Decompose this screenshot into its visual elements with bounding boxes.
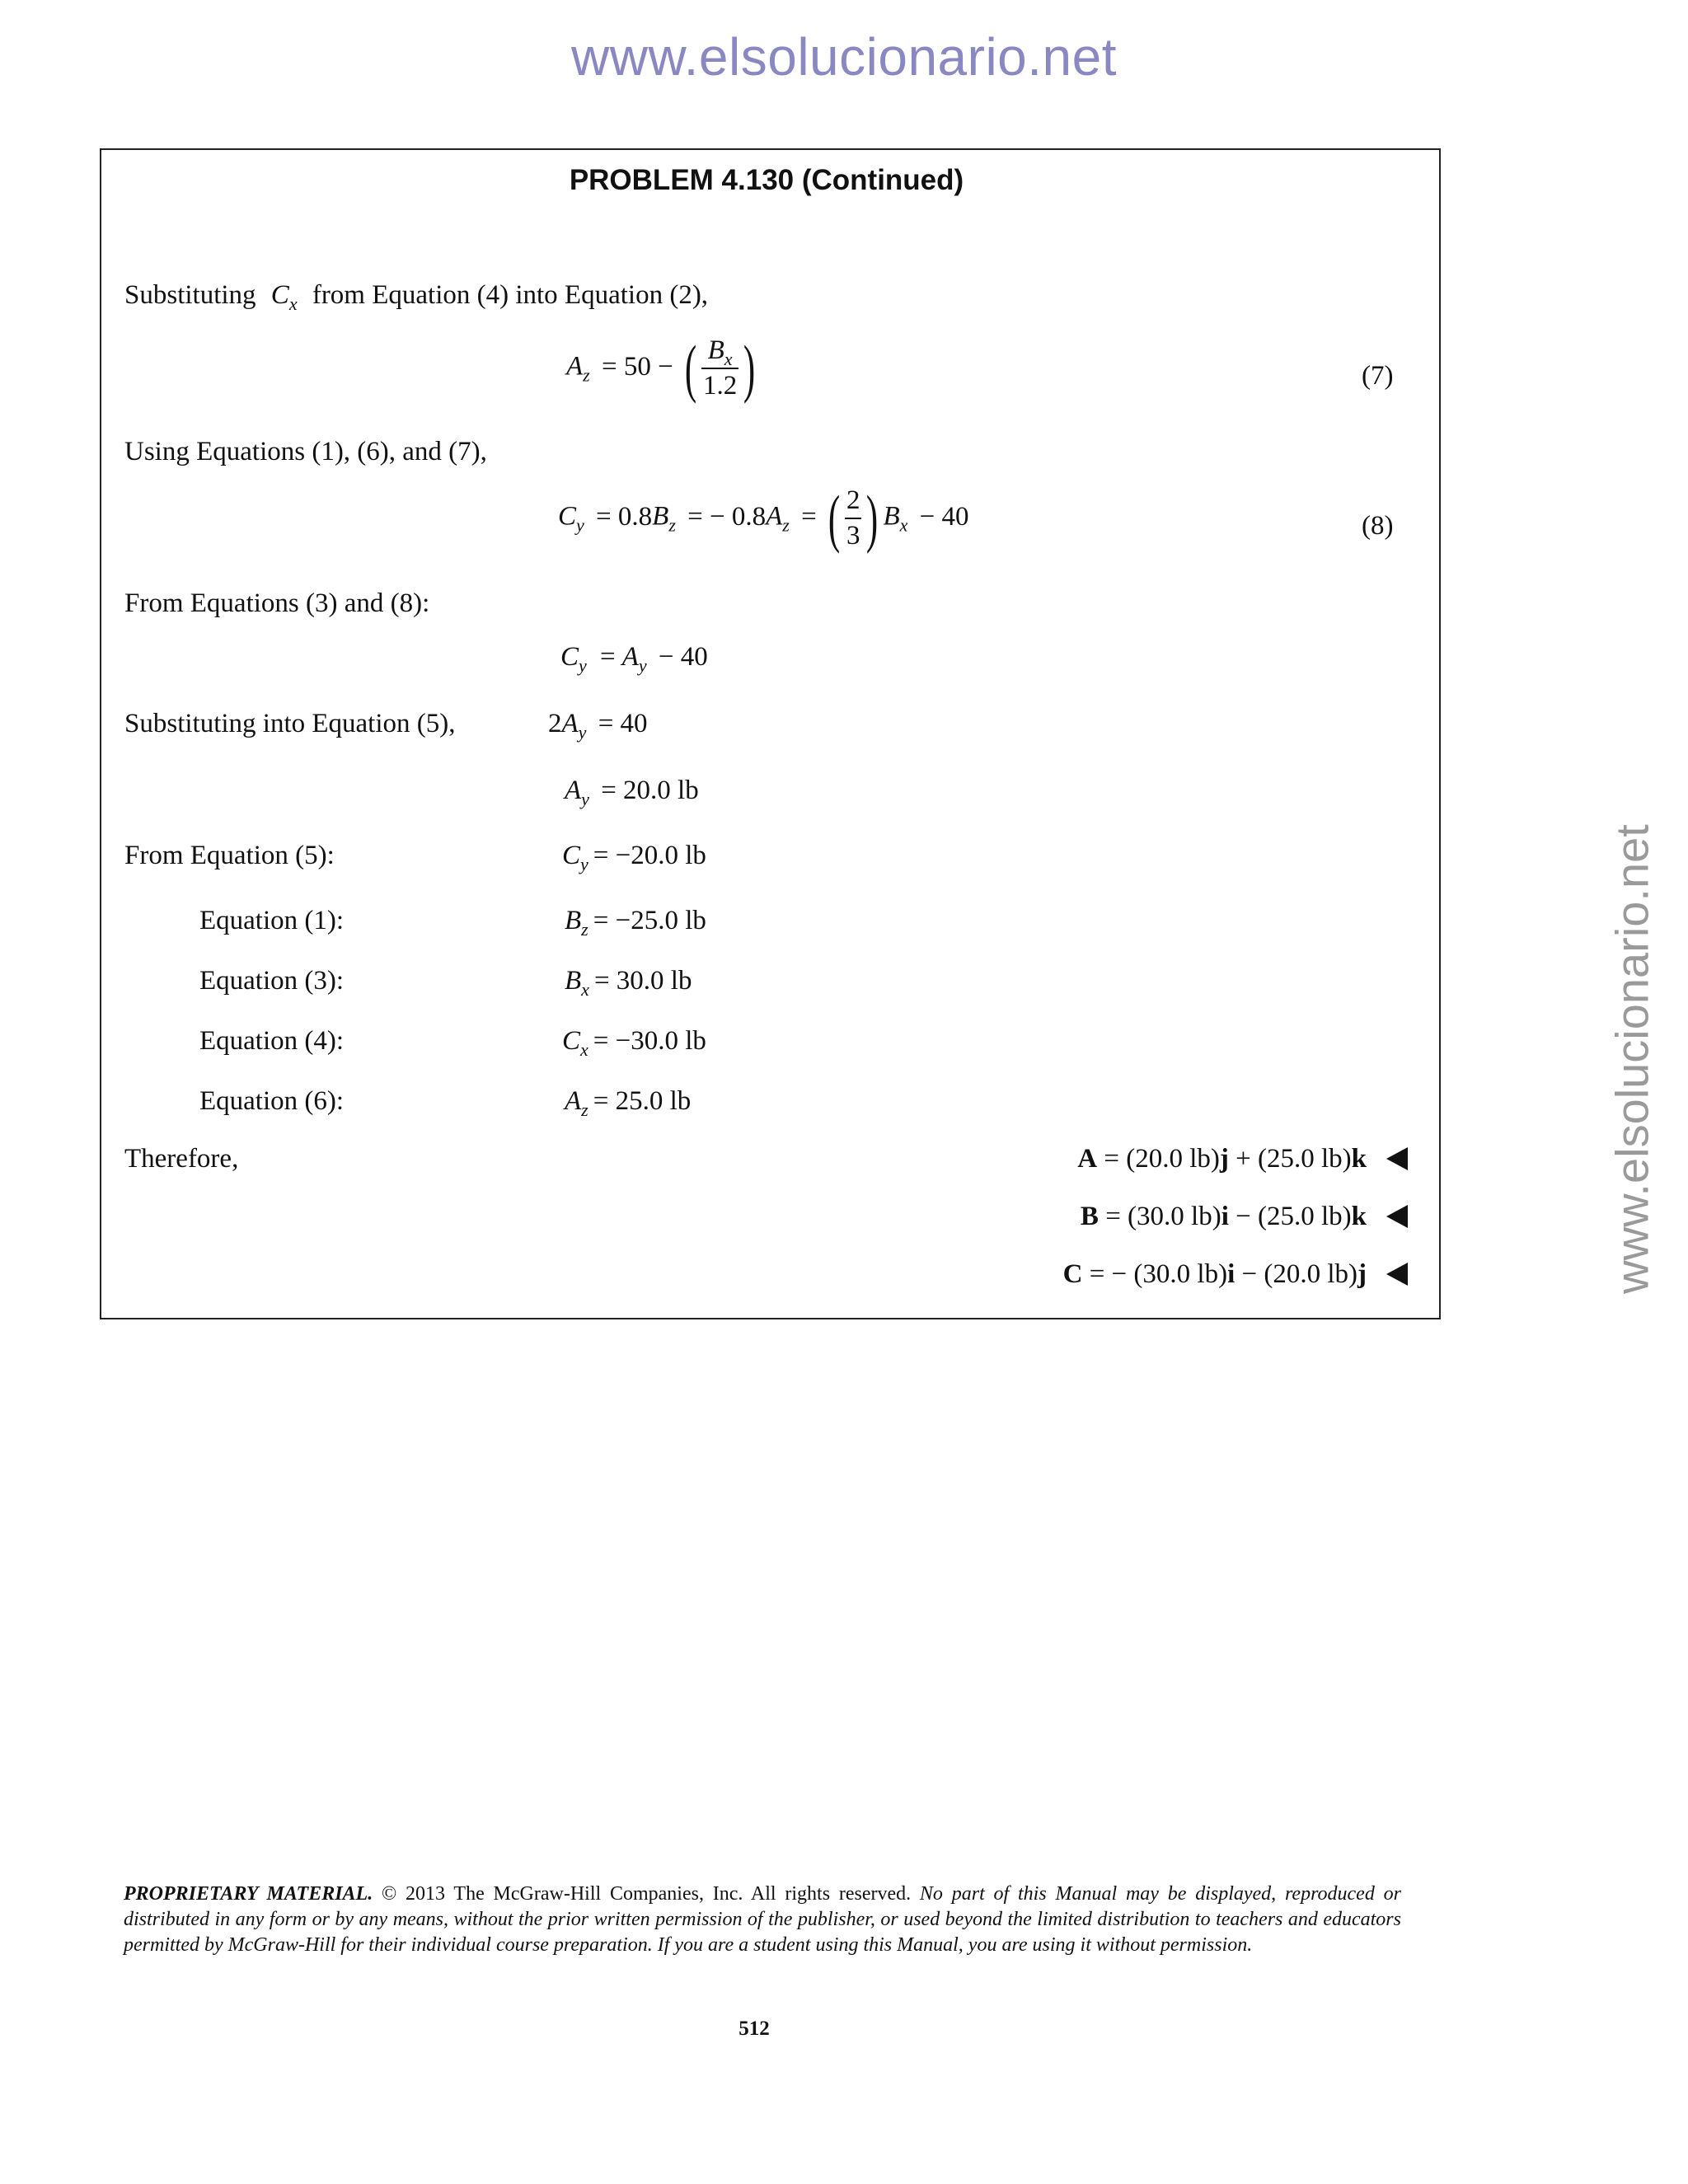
eq8-bz: B (652, 501, 669, 532)
ay-sub: y (578, 722, 587, 743)
equation-ay-value (565, 776, 699, 809)
equation-number-8: (8) (1362, 511, 1394, 541)
equals-40: = 40 (598, 709, 648, 738)
unit-vector: i (1227, 1259, 1236, 1289)
eq8-bx-sub: x (899, 514, 908, 536)
result-value (565, 1086, 692, 1120)
ay-value: = 20.0 lb (601, 776, 699, 805)
answer-part1: = (20.0 lb) (1097, 1144, 1220, 1174)
eq8-az-sub: z (782, 514, 790, 536)
result-number: = −30.0 lb (593, 1026, 706, 1056)
result-sub: x (581, 979, 589, 1000)
right-paren: ) (743, 332, 756, 404)
unit-vector: k (1351, 1144, 1367, 1174)
step-substituting-cx (124, 280, 709, 314)
page-number: 512 (738, 2018, 770, 2040)
footer-bold: PROPRIETARY MATERIAL. (124, 1883, 373, 1905)
answer-b (1081, 1203, 1408, 1230)
step-from-equations: From Equations (3) and (8): (124, 588, 430, 618)
eq8-frac-num: 2 (846, 485, 860, 515)
equation-cy-ay (560, 642, 708, 676)
equation-2ay (548, 709, 648, 743)
watermark-top[interactable]: www.elsolucionario.net (571, 27, 1117, 87)
eq8-az: A (766, 501, 783, 532)
result-label: From Equation (5): (124, 841, 335, 870)
result-label: Equation (4): (199, 1026, 345, 1056)
copyright-footer (124, 1882, 1401, 1958)
eq7-frac-den: 1.2 (701, 368, 738, 400)
eq7-frac-num: B (707, 335, 724, 365)
ay: A (561, 709, 579, 738)
result-var: B (565, 906, 582, 935)
eq8-frac-den: 3 (845, 518, 862, 550)
footer-italic: No part of this Manual may be displayed, reproduced or distributed in any form or by any means, without the prior written permission of the publisher, or used beyond the limited distribution to teachers and educators permitted by McGraw-Hill for their individual course preparation. If you are a student using this Manual, you are using it without permission. (124, 1883, 1401, 1956)
result-number: = 30.0 lb (593, 966, 692, 996)
result-number: = −25.0 lb (593, 906, 706, 935)
answer-vector: C (1062, 1259, 1083, 1289)
answer-part1: = − (30.0 lb) (1082, 1259, 1228, 1289)
equation-7 (566, 332, 760, 404)
eq8-p2: = 0.8 (596, 501, 653, 532)
result-var: C (562, 1026, 581, 1056)
eq8-fraction (845, 487, 862, 550)
eq7-rhs-const: = 50 − (601, 351, 673, 382)
answer-part2: + (25.0 lb) (1228, 1144, 1352, 1174)
answer-part1: = (30.0 lb) (1098, 1202, 1221, 1231)
eq8-p8: − 40 (919, 501, 969, 532)
ay: A (565, 776, 582, 805)
unit-vector: j (1357, 1259, 1367, 1289)
ay: A (621, 642, 639, 672)
result-value (565, 906, 706, 940)
unit-vector: k (1351, 1202, 1367, 1231)
therefore-label: Therefore, (124, 1144, 239, 1174)
answer-marker-icon (1386, 1147, 1408, 1170)
step-text-after: from Equation (4) into Equation (2), (312, 280, 709, 310)
eq8-cy: C (558, 501, 577, 532)
eq7-lhs-sub: z (583, 364, 590, 386)
left-paren: ( (828, 482, 841, 554)
answer-marker-icon (1386, 1205, 1408, 1228)
result-label: Equation (3): (199, 966, 345, 996)
minus-40: − 40 (658, 642, 708, 672)
eq7-frac-num-sub: x (724, 349, 733, 369)
problem-title: PROBLEM 4.130 (Continued) (569, 164, 964, 196)
eq8-p6: = (801, 501, 817, 532)
result-value (565, 966, 692, 1000)
unit-vector: j (1219, 1144, 1229, 1174)
unit-vector: i (1221, 1202, 1229, 1231)
eq8-cy-sub: y (576, 514, 584, 536)
result-value (562, 841, 706, 874)
result-label: Equation (1): (199, 906, 345, 935)
var-sub: x (288, 293, 298, 314)
two: 2 (548, 709, 562, 738)
result-var: B (565, 966, 582, 996)
equation-8 (558, 482, 969, 554)
answer-part2: − (25.0 lb) (1228, 1202, 1352, 1231)
result-sub: x (580, 1039, 588, 1060)
footer-normal: © 2013 The McGraw-Hill Companies, Inc. All rights reserved. (373, 1883, 920, 1905)
result-sub: z (581, 1099, 588, 1120)
eq8-bx: B (883, 501, 900, 532)
eq8-bz-sub: z (668, 514, 676, 536)
ay-sub: y (581, 789, 589, 809)
answer-vector: B (1080, 1202, 1099, 1231)
result-number: = 25.0 lb (593, 1086, 692, 1116)
cy-sub: y (579, 655, 587, 676)
answer-a (1077, 1146, 1408, 1173)
step-text-before: Substituting (124, 280, 256, 310)
eq8-p4: = − 0.8 (687, 501, 767, 532)
result-var: C (562, 841, 581, 870)
step-substituting-eq5: Substituting into Equation (5), (124, 709, 456, 738)
answer-vector: A (1077, 1144, 1098, 1174)
equation-number-7: (7) (1362, 361, 1394, 391)
result-var: A (565, 1086, 582, 1116)
cy: C (560, 642, 579, 672)
var-c: C (270, 280, 289, 310)
result-number: = −20.0 lb (593, 841, 706, 870)
result-value (562, 1026, 706, 1060)
eq7-lhs: A (566, 351, 584, 382)
result-sub: y (580, 854, 588, 874)
step-using-equations: Using Equations (1), (6), and (7), (124, 437, 487, 466)
eq7-fraction (701, 337, 738, 400)
result-sub: z (581, 919, 588, 940)
watermark-side-text[interactable]: www.elsolucionario.net (1606, 824, 1658, 1294)
left-paren: ( (684, 332, 697, 404)
result-label: Equation (6): (199, 1086, 345, 1116)
right-paren: ) (866, 482, 879, 554)
answer-part2: − (20.0 lb) (1235, 1259, 1357, 1289)
ay-sub: y (638, 655, 647, 676)
answer-c (1063, 1261, 1408, 1288)
answer-marker-icon (1386, 1263, 1408, 1286)
equals: = (600, 642, 616, 672)
